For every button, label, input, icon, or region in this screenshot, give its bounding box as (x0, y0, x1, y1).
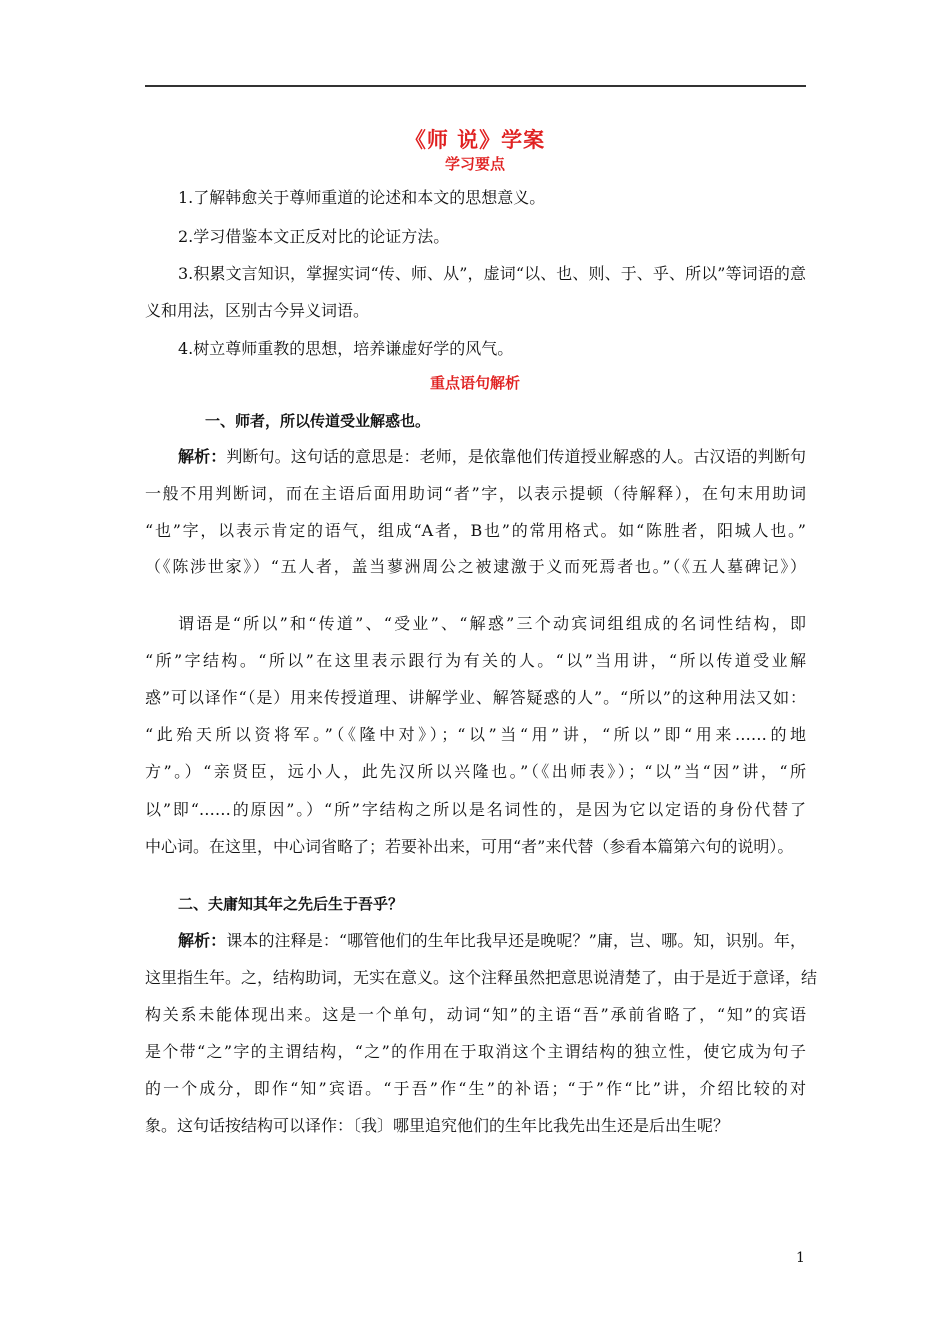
objective-item-3: 3.积累文言知识，掌握实词“传、师、从”，虚词“以、也、则、于、乎、所以”等词语的意 (178, 264, 806, 283)
sentence-2-para-1-line-3: 构关系未能体现出来。这是一个单句，动词“知”的主语“吾”承前省略了，“知”的宾语 (145, 1005, 806, 1024)
sentence-2-para-1-line-2: 这里指生年。之，结构助词，无实在意义。这个注释虽然把意思说清楚了，由于是近于意译，结 (145, 968, 818, 987)
analysis-label: 解析： (178, 447, 227, 466)
objective-item-4: 4.树立尊师重教的思想，培养谦虚好学的风气。 (178, 339, 514, 358)
sentence-2-para-1-line-4: 是个带“之”字的主谓结构，“之”的作用在于取消这个主谓结构的独立性，使它成为句子 (145, 1042, 806, 1061)
analysis-label: 解析： (178, 931, 227, 950)
objectives-heading: 学习要点 (444, 155, 505, 173)
sentence-1-para-1-line-3: “也”字，以表示肯定的语气，组成“A者，B也”的常用格式。如“陈胜者，阳城人也。” (145, 521, 806, 540)
sentence-1-para-2-line-1: 谓语是“所以”和“传道”、“受业”、“解惑”三个动宾词组组成的名词性结构，即 (178, 614, 806, 633)
sentence-1-para-2-line-2: “所”字结构。“所以”在这里表示跟行为有关的人。“以”当用讲，“所以传道受业解 (145, 651, 806, 670)
sentence-2-para-1-line-6: 象。这句话按结构可以译作：〔我〕哪里追究他们的生年比我先出生还是后出生呢？ (145, 1116, 730, 1135)
objective-item-3-cont: 义和用法，区别古今异义词语。 (145, 301, 370, 320)
sentence-2-para-1-line-5: 的一个成分，即作“知”宾语。“于吾”作“生”的补语；“于”作“比”讲，介绍比较的对 (145, 1079, 806, 1098)
analysis-heading: 重点语句解析 (429, 374, 520, 392)
sentence-1-para-2-line-4: “此殆天所以资将军。”（《隆中对》）；“以”当“用”讲，“所以”即“用来……的地 (145, 725, 806, 744)
sentence-1-para-1-line-1: 解析：判断句。这句话的意思是：老师，是依靠他们传道授业解惑的人。古汉语的判断句 (178, 447, 806, 466)
sentence-2-para-1-line-1: 解析：课本的注释是：“哪管他们的生年比我早还是晚呢？”庸，岂、哪。知，识别。年， (178, 931, 806, 950)
page-number: 1 (796, 1250, 805, 1266)
objective-item-2: 2.学习借鉴本文正反对比的论证方法。 (178, 227, 450, 246)
sentence-1-para-1-line-4: （《陈涉世家》）“五人者，盖当蓼洲周公之被逮激于义而死焉者也。”（《五人墓碑记》） (145, 557, 806, 576)
sentence-1-para-2-line-5: 方”。）“亲贤臣，远小人，此先汉所以兴隆也。”（《出师表》）；“以”当“因”讲，“所 (145, 762, 806, 781)
sentence-1-para-2-line-7: 中心词。在这里，中心词省略了；若要补出来，可用“者”来代替（参看本篇第六句的说明）。 (145, 837, 794, 856)
objective-item-1: 1.了解韩愈关于尊师重道的论述和本文的思想意义。 (178, 188, 546, 207)
sentence-2-title: 二、夫庸知其年之先后生于吾乎？ (178, 895, 404, 913)
sentence-1-para-1-line-2: 一般不用判断词，而在主语后面用助词“者”字，以表示提顿（待解释），在句末用助词 (145, 484, 806, 503)
header-rule (145, 85, 806, 87)
sentence-1-title: 一、师者，所以传道受业解惑也。 (205, 412, 431, 430)
page-title: 《师 说》学案 (404, 128, 546, 152)
sentence-1-para-2-line-6: 以”即“……的原因”。）“所”字结构之所以是名词性的，是因为它以定语的身份代替了 (145, 800, 806, 819)
sentence-1-para-2-line-3: 惑”可以译作“（是）用来传授道理、讲解学业、解答疑惑的人”。“所以”的这种用法又如： (145, 688, 806, 707)
